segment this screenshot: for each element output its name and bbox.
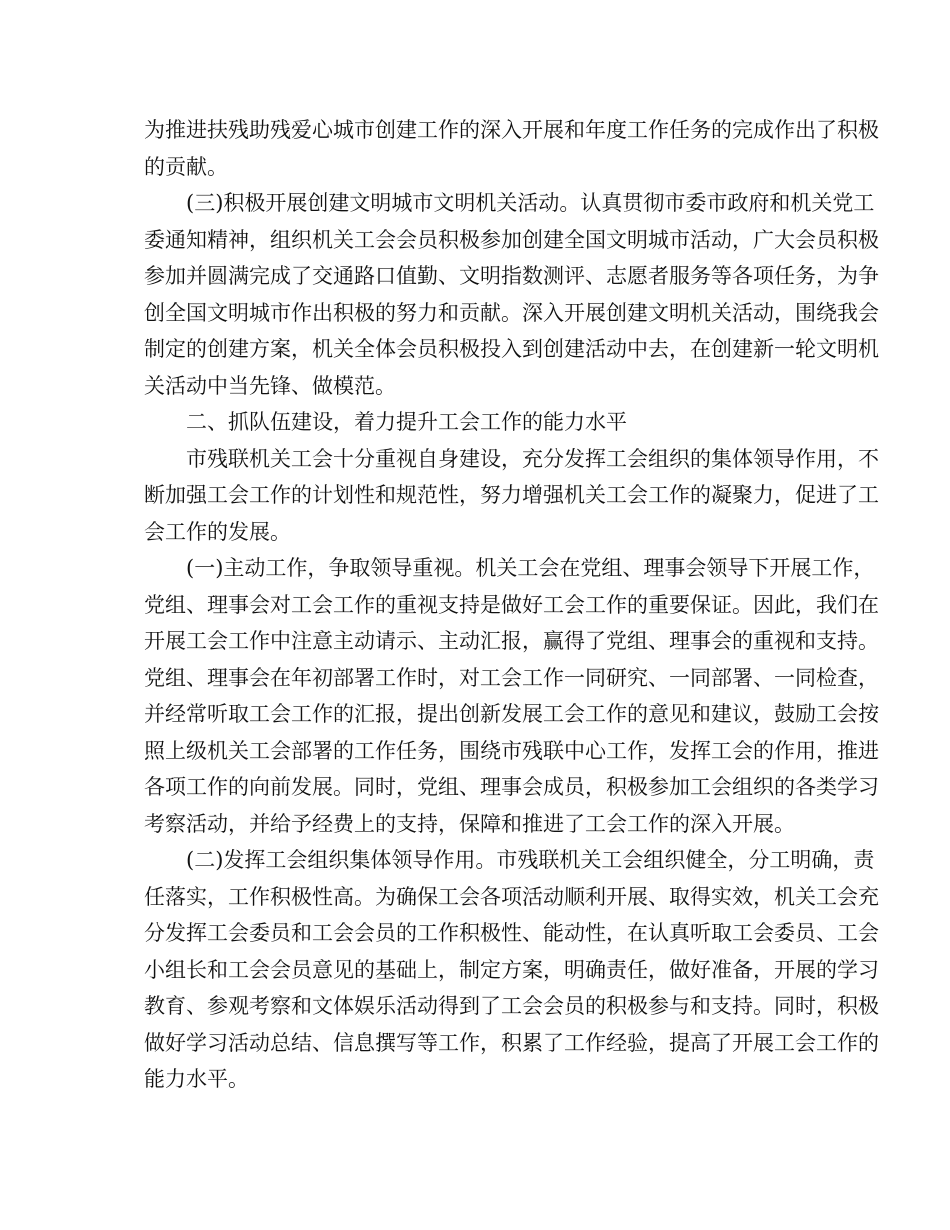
text-line: 为推进扶残助残爱心城市创建工作的深入开展和年度工作任务的完成作出了积极 bbox=[144, 118, 879, 142]
text-line: 市残联机关工会十分重视自身建设，充分发挥工会组织的集体领导作用，不 bbox=[186, 446, 879, 471]
text-line: 创全国文明城市作出积极的努力和贡献。深入开展创建文明机关活动，围绕我会 bbox=[144, 300, 879, 325]
text-line: 制定的创建方案，机关全体会员积极投入到创建活动中去，在创建新一轮文明机 bbox=[144, 337, 879, 361]
text-line: 做好学习活动总结、信息撰写等工作，积累了工作经验，提高了开展工会工作的 bbox=[144, 1030, 879, 1055]
text-line: (一)主动工作，争取领导重视。机关工会在党组、理事会领导下开展工作， bbox=[186, 556, 875, 580]
text-line: 参加并圆满完成了交通路口值勤、文明指数测评、志愿者服务等各项任务，为争 bbox=[144, 264, 879, 288]
text-line: 教育、参观考察和文体娱乐活动得到了工会会员的积极参与和支持。同时，积极 bbox=[144, 994, 879, 1018]
text-line: 的贡献。 bbox=[144, 154, 228, 179]
text-line: 党组、理事会对工会工作的重视支持是做好工会工作的重要保证。因此，我们在 bbox=[144, 592, 879, 617]
text-line: 并经常听取工会工作的汇报，提出创新发展工会工作的意见和建议，鼓励工会按 bbox=[144, 702, 879, 726]
text-line: 二、抓队伍建设，着力提升工会工作的能力水平 bbox=[186, 410, 627, 434]
text-line: 任落实，工作积极性高。为确保工会各项活动顺利开展、取得实效，机关工会充 bbox=[144, 884, 879, 909]
text-line: 党组、理事会在年初部署工作时，对工会工作一同研究、一同部署、一同检查， bbox=[144, 665, 879, 690]
text-line: 各项工作的向前发展。同时，党组、理事会成员，积极参加工会组织的各类学习 bbox=[144, 775, 879, 799]
text-line: 关活动中当先锋、做模范。 bbox=[144, 373, 396, 398]
text-line: (三)积极开展创建文明城市文明机关活动。认真贯彻市委市政府和机关党工 bbox=[186, 191, 875, 215]
text-line: 考察活动，并给予经费上的支持，保障和推进了工会工作的深入开展。 bbox=[144, 811, 795, 836]
text-line: 委通知精神，组织机关工会会员积极参加创建全国文明城市活动，广大会员积极 bbox=[144, 227, 879, 252]
text-line: 照上级机关工会部署的工作任务，围绕市残联中心工作，发挥工会的作用，推进 bbox=[144, 738, 879, 763]
text-line: (二)发挥工会组织集体领导作用。市残联机关工会组织健全，分工明确，责 bbox=[186, 848, 875, 872]
text-line: 开展工会工作中注意主动请示、主动汇报，赢得了党组、理事会的重视和支持。 bbox=[144, 629, 879, 653]
text-line: 会工作的发展。 bbox=[144, 519, 291, 544]
text-line: 小组长和工会会员意见的基础上，制定方案，明确责任，做好准备，开展的学习 bbox=[144, 957, 879, 982]
text-line: 断加强工会工作的计划性和规范性，努力增强机关工会工作的凝聚力，促进了工 bbox=[144, 483, 879, 507]
document-body bbox=[144, 112, 879, 1098]
text-line: 能力水平。 bbox=[144, 1067, 249, 1091]
text-line: 分发挥工会委员和工会会员的工作积极性、能动性，在认真听取工会委员、工会 bbox=[144, 921, 879, 945]
